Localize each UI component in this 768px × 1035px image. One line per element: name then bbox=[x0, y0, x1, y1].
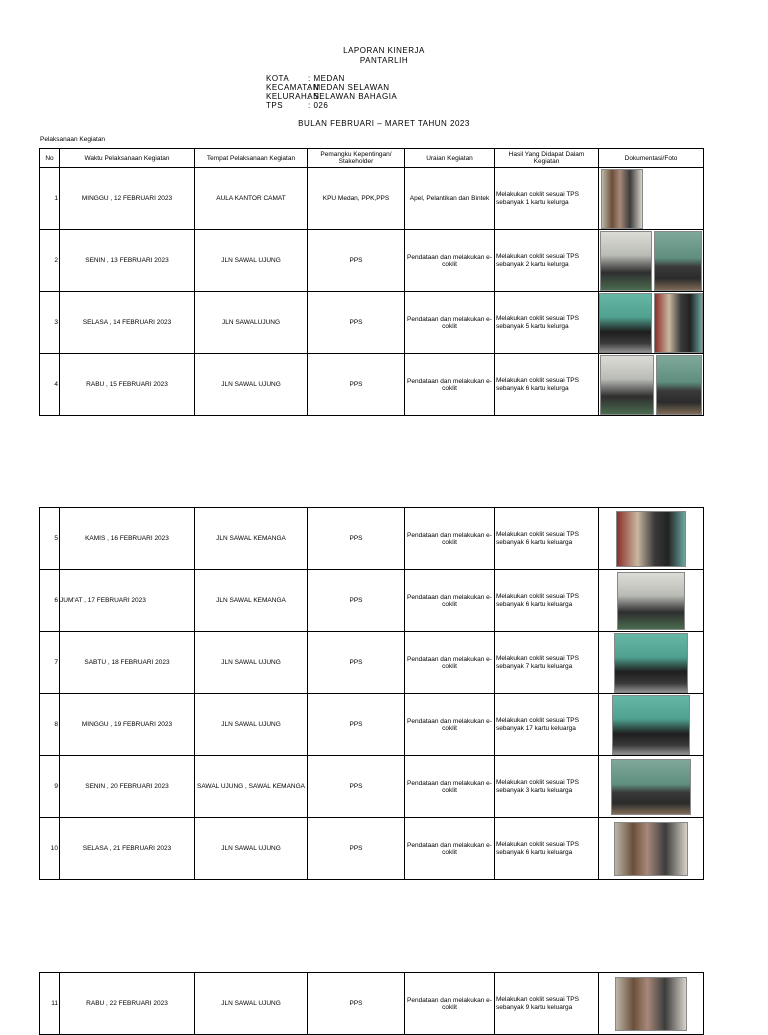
info-value: : SELAWAN BAHAGIA bbox=[308, 92, 398, 101]
cell-uraian: Pendataan dan melakukan e-coklit bbox=[405, 570, 495, 632]
info-row-kota bbox=[266, 74, 397, 83]
info-key: TPS bbox=[266, 101, 284, 110]
info-value: : MEDAN SELAWAN bbox=[308, 83, 390, 92]
documentation-photo bbox=[612, 695, 690, 755]
cell-hasil: Melakukan coklit sesuai TPS sebanyak 6 kartu keluarga bbox=[495, 570, 599, 632]
documentation-photo bbox=[600, 231, 652, 291]
col-header-tempat: Tempat Pelaksanaan Kegiatan bbox=[195, 149, 308, 168]
cell-hasil: Melakukan coklit sesuai TPS sebanyak 9 kartu keluarga bbox=[495, 973, 599, 1035]
cell-uraian: Pendataan dan melakukan e-coklit bbox=[405, 694, 495, 756]
cell-waktu: SELASA , 21 FEBRUARI 2023 bbox=[60, 818, 195, 880]
info-row-kecamatan bbox=[266, 83, 397, 92]
cell-no: 4 bbox=[40, 354, 60, 416]
info-row-tps bbox=[266, 101, 397, 110]
cell-pemangku: PPS bbox=[308, 230, 405, 292]
cell-foto bbox=[599, 168, 704, 230]
col-header-pemangku: Pemangku Kepentingan/ Stakeholder bbox=[308, 149, 405, 168]
col-header-no: No bbox=[40, 149, 60, 168]
info-row-kelurahan bbox=[266, 92, 397, 101]
cell-foto bbox=[599, 508, 704, 570]
cell-pemangku: PPS bbox=[308, 508, 405, 570]
cell-foto bbox=[599, 632, 704, 694]
cell-uraian: Pendataan dan melakukan e-coklit bbox=[405, 818, 495, 880]
col-header-uraian: Uraian Kegiatan bbox=[405, 149, 495, 168]
cell-no: 3 bbox=[40, 292, 60, 354]
cell-hasil: Melakukan coklit sesuai TPS sebanyak 3 kartu keluarga bbox=[495, 756, 599, 818]
documentation-photo bbox=[654, 293, 703, 353]
cell-no: 8 bbox=[40, 694, 60, 756]
cell-pemangku: PPS bbox=[308, 354, 405, 416]
cell-no: 11 bbox=[40, 973, 60, 1035]
cell-tempat: JLN SAWAL UJUNG bbox=[195, 230, 308, 292]
table-row bbox=[40, 570, 704, 632]
cell-waktu: RABU , 15 FEBRUARI 2023 bbox=[60, 354, 195, 416]
report-title: LAPORAN KINERJA bbox=[343, 46, 425, 55]
cell-pemangku: PPS bbox=[308, 973, 405, 1035]
cell-no: 5 bbox=[40, 508, 60, 570]
table-row bbox=[40, 354, 704, 416]
cell-hasil: Melakukan coklit sesuai TPS sebanyak 1 kartu kelurga bbox=[495, 168, 599, 230]
cell-tempat: SAWAL UJUNG , SAWAL KEMANGA bbox=[195, 756, 308, 818]
cell-hasil: Melakukan coklit sesuai TPS sebanyak 7 kartu keluarga bbox=[495, 632, 599, 694]
cell-waktu: KAMIS , 16 FEBRUARI 2023 bbox=[60, 508, 195, 570]
activity-table-page-1 bbox=[39, 148, 704, 416]
documentation-photo bbox=[599, 293, 652, 353]
cell-foto bbox=[599, 973, 704, 1035]
cell-foto bbox=[599, 818, 704, 880]
cell-foto bbox=[599, 354, 704, 416]
documentation-photo bbox=[654, 231, 702, 291]
cell-tempat: JLN SAWAL UJUNG bbox=[195, 632, 308, 694]
cell-tempat: AULA KANTOR CAMAT bbox=[195, 168, 308, 230]
cell-tempat: JLN SAWAL UJUNG bbox=[195, 354, 308, 416]
documentation-photo bbox=[616, 511, 686, 567]
cell-tempat: JLN SAWAL UJUNG bbox=[195, 973, 308, 1035]
cell-pemangku: PPS bbox=[308, 632, 405, 694]
cell-pemangku: PPS bbox=[308, 756, 405, 818]
cell-pemangku: PPS bbox=[308, 694, 405, 756]
documentation-photo bbox=[615, 977, 687, 1031]
cell-no: 7 bbox=[40, 632, 60, 694]
table-row bbox=[40, 508, 704, 570]
cell-waktu: SABTU , 18 FEBRUARI 2023 bbox=[60, 632, 195, 694]
cell-hasil: Melakukan coklit sesuai TPS sebanyak 6 kartu keluarga bbox=[495, 818, 599, 880]
cell-tempat: JLN SAWALUJUNG bbox=[195, 292, 308, 354]
cell-tempat: JLN SAWAL KEMANGA bbox=[195, 570, 308, 632]
cell-no: 10 bbox=[40, 818, 60, 880]
report-period: BULAN FEBRUARI – MARET TAHUN 2023 bbox=[298, 119, 470, 128]
report-subtitle: PANTARLIH bbox=[359, 56, 409, 65]
cell-uraian: Apel, Pelantikan dan Bintek bbox=[405, 168, 495, 230]
documentation-photo bbox=[611, 759, 691, 815]
documentation-photo bbox=[614, 633, 688, 693]
cell-hasil: Melakukan coklit sesuai TPS sebanyak 6 kartu kelurga bbox=[495, 354, 599, 416]
cell-waktu: MINGGU , 12 FEBRUARI 2023 bbox=[60, 168, 195, 230]
cell-uraian: Pendataan dan melakukan e-coklit bbox=[405, 292, 495, 354]
info-key: KECAMATAN bbox=[266, 83, 320, 92]
cell-pemangku: PPS bbox=[308, 818, 405, 880]
table-row bbox=[40, 632, 704, 694]
cell-uraian: Pendataan dan melakukan e-coklit bbox=[405, 632, 495, 694]
info-value: : 026 bbox=[308, 101, 329, 110]
cell-pemangku: PPS bbox=[308, 292, 405, 354]
cell-tempat: JLN SAWAL KEMANGA bbox=[195, 508, 308, 570]
cell-waktu: JUM'AT , 17 FEBRUARI 2023 bbox=[60, 570, 195, 632]
cell-foto bbox=[599, 570, 704, 632]
documentation-photo bbox=[617, 572, 685, 630]
section-title: Pelaksanaan Kegiatan bbox=[40, 136, 106, 143]
cell-hasil: Melakukan coklit sesuai TPS sebanyak 6 kartu keluarga bbox=[495, 508, 599, 570]
cell-waktu: SENIN , 13 FEBRUARI 2023 bbox=[60, 230, 195, 292]
table-row bbox=[40, 168, 704, 230]
cell-uraian: Pendataan dan melakukan e-coklit bbox=[405, 230, 495, 292]
cell-waktu: SELASA , 14 FEBRUARI 2023 bbox=[60, 292, 195, 354]
cell-tempat: JLN SAWAL UJUNG bbox=[195, 818, 308, 880]
table-row bbox=[40, 973, 704, 1035]
info-key: KOTA bbox=[266, 74, 290, 83]
cell-foto bbox=[599, 694, 704, 756]
cell-uraian: Pendataan dan melakukan e-coklit bbox=[405, 508, 495, 570]
table-row bbox=[40, 292, 704, 354]
info-value: : MEDAN bbox=[308, 74, 345, 83]
activity-table-page-2 bbox=[39, 507, 704, 880]
cell-no: 2 bbox=[40, 230, 60, 292]
documentation-photo bbox=[656, 355, 702, 415]
cell-no: 9 bbox=[40, 756, 60, 818]
cell-foto bbox=[599, 292, 704, 354]
cell-waktu: SENIN , 20 FEBRUARI 2023 bbox=[60, 756, 195, 818]
cell-no: 1 bbox=[40, 168, 60, 230]
cell-uraian: Pendataan dan melakukan e-coklit bbox=[405, 354, 495, 416]
location-info bbox=[266, 74, 397, 110]
col-header-hasil: Hasil Yang Didapat Dalam Kegiatan bbox=[495, 149, 599, 168]
cell-waktu: RABU , 22 FEBRUARI 2023 bbox=[60, 973, 195, 1035]
cell-pemangku: PPS bbox=[308, 570, 405, 632]
table-header-row bbox=[40, 149, 704, 168]
table-row bbox=[40, 230, 704, 292]
table-row bbox=[40, 818, 704, 880]
cell-hasil: Melakukan coklit sesuai TPS sebanyak 5 kartu kelurga bbox=[495, 292, 599, 354]
info-key: KELURAHAN bbox=[266, 92, 320, 101]
activity-table-page-3 bbox=[39, 972, 704, 1035]
cell-no: 6 bbox=[40, 570, 60, 632]
col-header-foto: Dokumentasi/Foto bbox=[599, 149, 704, 168]
cell-hasil: Melakukan coklit sesuai TPS sebanyak 2 kartu kelurga bbox=[495, 230, 599, 292]
cell-uraian: Pendataan dan melakukan e-coklit bbox=[405, 973, 495, 1035]
col-header-waktu: Waktu Pelaksanaan Kegiatan bbox=[60, 149, 195, 168]
table-row bbox=[40, 756, 704, 818]
documentation-photo bbox=[600, 355, 654, 415]
documentation-photo bbox=[614, 822, 688, 876]
cell-hasil: Melakukan coklit sesuai TPS sebanyak 17 kartu keluarga bbox=[495, 694, 599, 756]
cell-foto bbox=[599, 756, 704, 818]
table-row bbox=[40, 694, 704, 756]
cell-foto bbox=[599, 230, 704, 292]
documentation-photo bbox=[601, 169, 643, 229]
cell-tempat: JLN SAWAL UJUNG bbox=[195, 694, 308, 756]
cell-waktu: MINGGU , 19 FEBRUARI 2023 bbox=[60, 694, 195, 756]
cell-pemangku: KPU Medan, PPK,PPS bbox=[308, 168, 405, 230]
cell-uraian: Pendataan dan melakukan e-coklit bbox=[405, 756, 495, 818]
